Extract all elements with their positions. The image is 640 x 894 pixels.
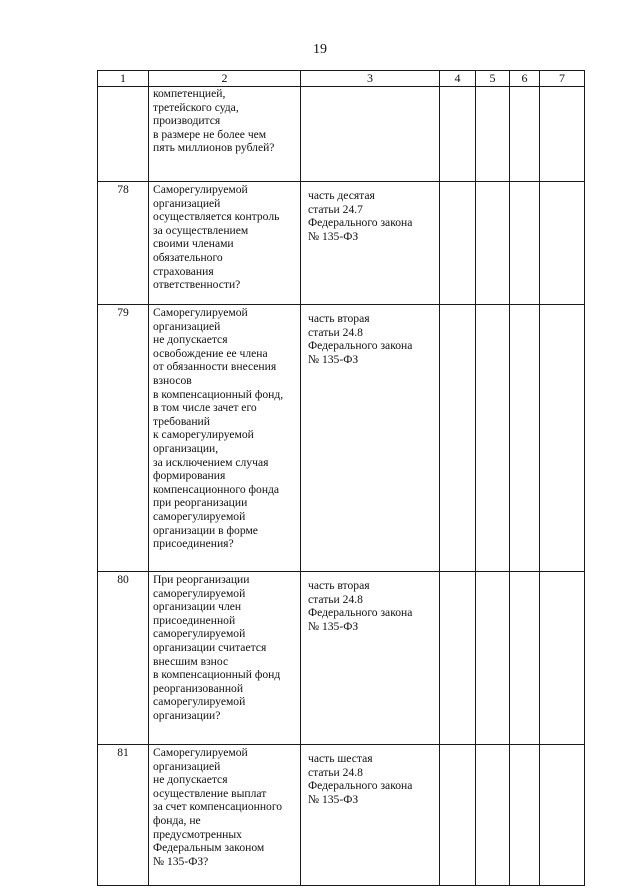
column-header: 7	[540, 71, 585, 87]
column-header: 1	[98, 71, 149, 87]
legal-reference: часть десятая статьи 24.7 Федерального закона № 135-ФЗ	[301, 182, 440, 305]
legal-reference: часть шестая статьи 24.8 Федерального закона № 135-ФЗ	[301, 745, 440, 886]
answer-cell-no	[476, 182, 510, 305]
answer-cell-no	[476, 305, 510, 572]
row-number: 78	[98, 182, 149, 305]
column-header: 2	[149, 71, 301, 87]
table-row	[98, 182, 585, 305]
table-body	[98, 71, 585, 886]
answer-cell-na	[510, 745, 540, 886]
question-text: При реорганизации саморегулируемой организации член присоединенной саморегулируемой организации считается внесшим взнос в компенсационный фонд реорганизованной саморегулируемой организации?	[149, 572, 301, 745]
checklist-table	[97, 70, 585, 886]
answer-cell-na	[510, 572, 540, 745]
legal-reference: часть вторая статьи 24.8 Федерального закона № 135-ФЗ	[301, 572, 440, 745]
answer-cell-na	[510, 87, 540, 182]
answer-cell-no	[476, 87, 510, 182]
answer-cell-na	[510, 182, 540, 305]
answer-cell-yes	[440, 305, 476, 572]
table-row	[98, 305, 585, 572]
answer-cell-no	[476, 745, 510, 886]
row-number: 80	[98, 572, 149, 745]
column-header: 5	[476, 71, 510, 87]
answer-cell-yes	[440, 87, 476, 182]
answer-cell-yes	[440, 572, 476, 745]
note-cell	[540, 87, 585, 182]
checklist-table-container	[97, 70, 584, 868]
column-header: 3	[301, 71, 440, 87]
question-text: Саморегулируемой организацией не допускается осуществление выплат за счет компенсационного фонда, не предусмотренных Федеральным законом № 135-ФЗ?	[149, 745, 301, 886]
row-number: 79	[98, 305, 149, 572]
question-text: Саморегулируемой организацией не допускается освобождение ее члена от обязанности внесения взносов в компенсационный фонд, в том числе зачет его требований к саморегулируемой организации, за исключением случая формирования компенсационного фонда при реорганизации саморегулируемой организации в форме присоединения?	[149, 305, 301, 572]
note-cell	[540, 305, 585, 572]
answer-cell-na	[510, 305, 540, 572]
table-row	[98, 572, 585, 745]
legal-reference: часть вторая статьи 24.8 Федерального закона № 135-ФЗ	[301, 305, 440, 572]
header-row	[98, 71, 585, 87]
column-header: 4	[440, 71, 476, 87]
row-number	[98, 87, 149, 182]
note-cell	[540, 572, 585, 745]
table-row	[98, 87, 585, 182]
note-cell	[540, 745, 585, 886]
answer-cell-no	[476, 572, 510, 745]
question-text: компетенцией, третейского суда, производится в размере не более чем пять миллионов рублей?	[149, 87, 301, 182]
column-header: 6	[510, 71, 540, 87]
note-cell	[540, 182, 585, 305]
legal-reference	[301, 87, 440, 182]
table-row	[98, 745, 585, 886]
page-number: 19	[313, 42, 327, 57]
answer-cell-yes	[440, 182, 476, 305]
answer-cell-yes	[440, 745, 476, 886]
row-number: 81	[98, 745, 149, 886]
question-text: Саморегулируемой организацией осуществляется контроль за осуществлением своими членами обязательного страхования ответственности?	[149, 182, 301, 305]
